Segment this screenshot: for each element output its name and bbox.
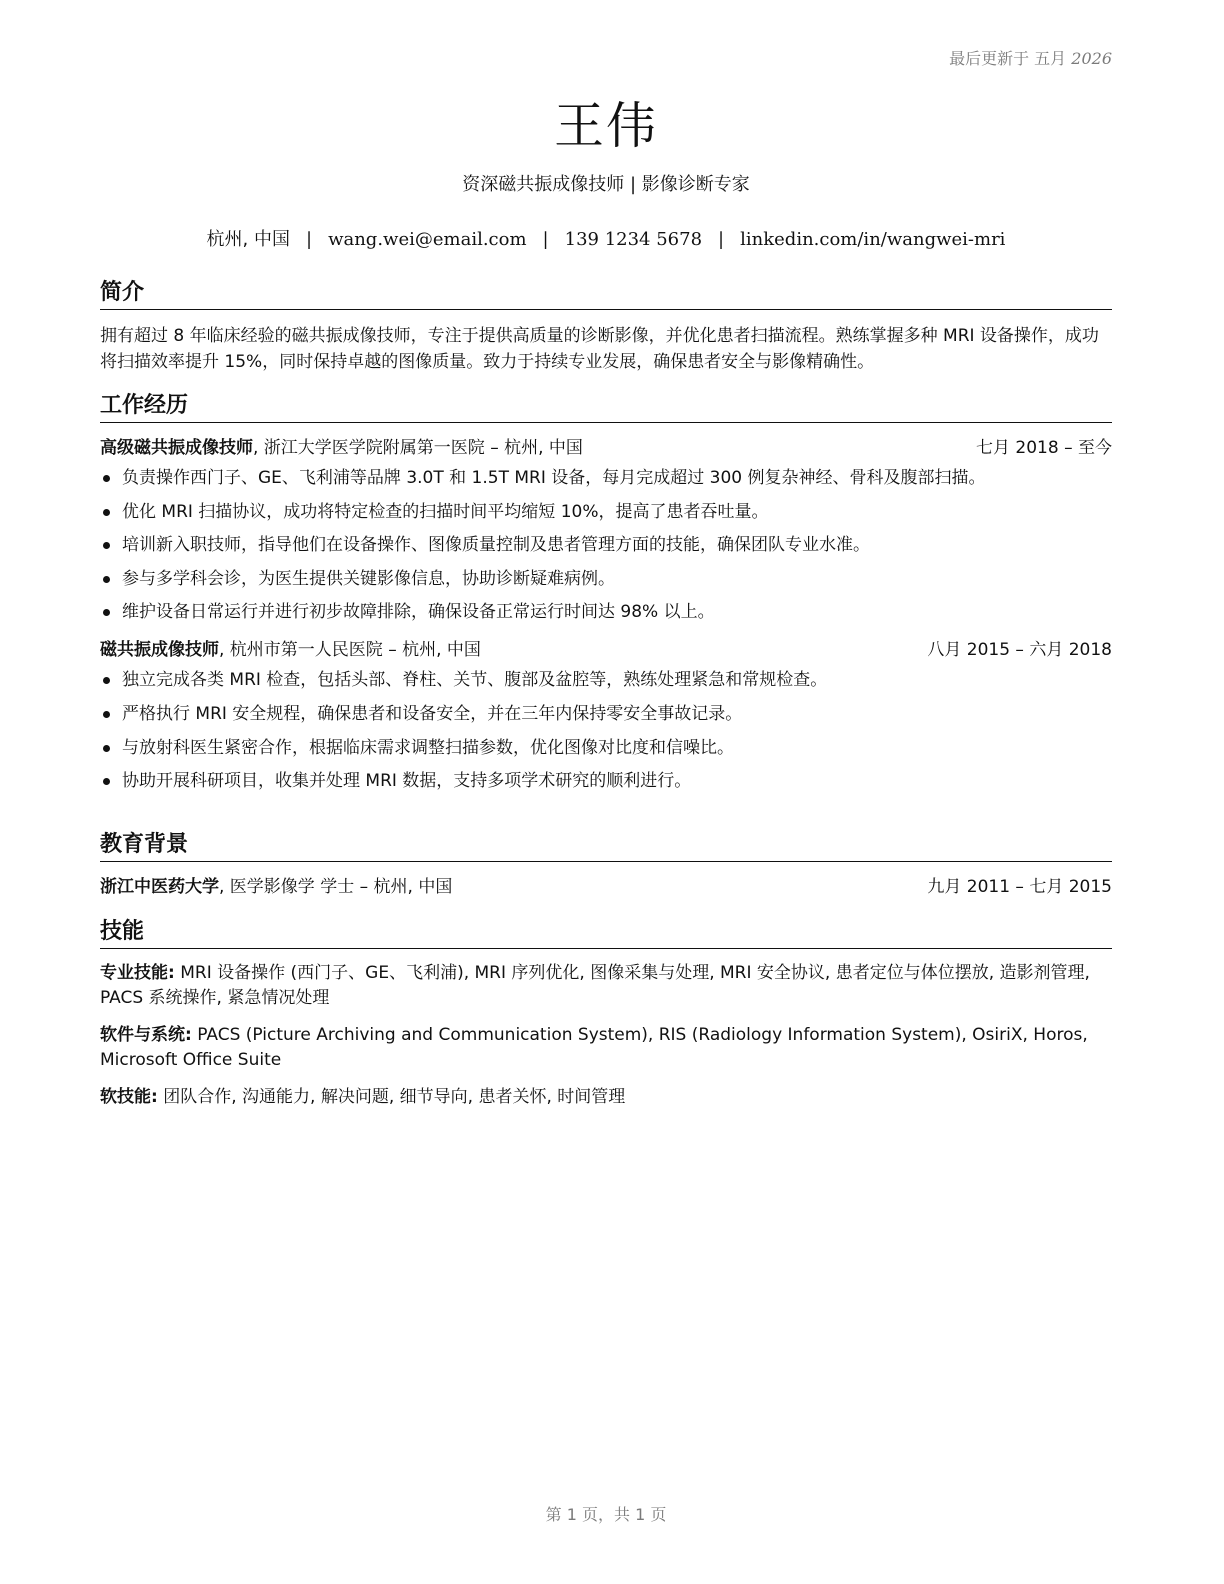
bullet-text: 协助开展科研项目，收集并处理 MRI 数据，支持多项学术研究的顺利进行。 (122, 771, 692, 792)
bullet-dot-icon (103, 542, 110, 549)
last-updated (949, 46, 1112, 69)
education-dates: 九月 2011 – 七月 2015 (927, 877, 1112, 897)
contact-separator: | (718, 229, 725, 250)
resume-page (100, 0, 1112, 1584)
education-detail: , 医学影像学 学士 – 杭州, 中国 (219, 877, 453, 897)
job-entry (100, 637, 1112, 794)
bullet-text: 严格执行 MRI 安全规程，确保患者和设备安全，并在三年内保持零安全事故记录。 (122, 703, 743, 724)
list-item (100, 667, 1112, 693)
skills-list (100, 961, 1112, 1110)
bullet-text: 优化 MRI 扫描协议，成功将特定检查的扫描时间平均缩短 10%，提高了患者吞吐量。 (122, 501, 769, 522)
contact-location: 杭州, 中国 (206, 229, 290, 250)
bullet-dot-icon (103, 509, 110, 516)
contact-separator: | (306, 229, 313, 250)
job-header (100, 435, 1112, 461)
experience-section (100, 391, 1112, 802)
bullet-text: 与放射科医生紧密合作，根据临床需求调整扫描参数，优化图像对比度和信噪比。 (122, 737, 734, 758)
skill-label: 软件与系统: (100, 1025, 192, 1045)
last-updated-year: 2026 (1071, 49, 1112, 68)
education-section (100, 830, 1112, 900)
last-updated-prefix: 最后更新于 五月 (949, 49, 1067, 68)
contact-line (100, 225, 1112, 251)
skills-section (100, 917, 1112, 1122)
skill-text: 团队合作, 沟通能力, 解决问题, 细节导向, 患者关怀, 时间管理 (157, 1087, 626, 1107)
experience-heading: 工作经历 (100, 391, 1112, 423)
skill-text: PACS (Picture Archiving and Communication System), RIS (Radiology Information System), OsiriX, Horos, Microsoft Office Suite (100, 1025, 1088, 1070)
list-item (100, 701, 1112, 727)
job-dates: 八月 2015 – 六月 2018 (927, 640, 1112, 661)
bullet-dot-icon (103, 745, 110, 752)
job-role: 高级磁共振成像技师 (100, 438, 253, 458)
bullet-dot-icon (103, 475, 110, 482)
candidate-name: 王伟 (554, 97, 658, 155)
list-item (100, 599, 1112, 625)
education-school: 浙江中医药大学 (100, 877, 219, 897)
job-role: 磁共振成像技师 (100, 640, 219, 661)
list-item (100, 532, 1112, 558)
summary-text: 拥有超过 8 年临床经验的磁共振成像技师，专注于提供高质量的诊断影像，并优化患者扫描流程。熟练掌握多种 MRI 设备操作，成功将扫描效率提升 15%，同时保持卓越的图像质量。致力于持续专业发展，确保患者安全与影像精确性。 (100, 326, 1099, 372)
list-item (100, 735, 1112, 761)
job-bullets (100, 465, 1112, 625)
contact-email-link[interactable]: wang.wei@email.com (328, 229, 527, 250)
summary-section (100, 278, 1112, 375)
bullet-text: 参与多学科会诊，为医生提供关键影像信息，协助诊断疑难病例。 (122, 568, 615, 589)
bullet-text: 负责操作西门子、GE、飞利浦等品牌 3.0T 和 1.5T MRI 设备，每月完成超过 300 例复杂神经、骨科及腹部扫描。 (122, 468, 986, 488)
bullet-text: 培训新入职技师，指导他们在设备操作、图像质量控制及患者管理方面的技能，确保团队专业水准。 (122, 535, 870, 556)
skill-row (100, 961, 1112, 1011)
skill-row (100, 1085, 1112, 1110)
bullet-dot-icon (103, 576, 110, 583)
job-dates: 七月 2018 – 至今 (976, 438, 1112, 458)
list-item (100, 566, 1112, 592)
skill-row (100, 1023, 1112, 1073)
bullet-dot-icon (103, 711, 110, 718)
skill-text: MRI 设备操作 (西门子、GE、飞利浦), MRI 序列优化, 图像采集与处理, MRI 安全协议, 患者定位与体位摆放, 造影剂管理, PACS 系统操作, 紧急情况处理 (100, 963, 1090, 1008)
summary-heading: 简介 (100, 278, 1112, 310)
bullet-text: 维护设备日常运行并进行初步故障排除，确保设备正常运行时间达 98% 以上。 (122, 602, 715, 623)
contact-phone: 139 1234 5678 (564, 229, 703, 250)
list-item (100, 768, 1112, 794)
bullet-dot-icon (103, 778, 110, 785)
job-organization: , 浙江大学医学院附属第一医院 – 杭州, 中国 (253, 438, 583, 458)
page-footer: 第 1 页，共 1 页 (545, 1505, 667, 1524)
education-entry (100, 874, 1112, 900)
contact-linkedin-link[interactable]: linkedin.com/in/wangwei-mri (740, 229, 1006, 250)
job-bullets (100, 667, 1112, 794)
list-item (100, 465, 1112, 491)
skill-label: 专业技能: (100, 963, 175, 983)
job-header (100, 637, 1112, 663)
education-heading: 教育背景 (100, 830, 1112, 862)
list-item (100, 499, 1112, 525)
candidate-title: 资深磁共振成像技师 | 影像诊断专家 (462, 174, 750, 195)
skill-label: 软技能: (100, 1087, 158, 1107)
job-organization: , 杭州市第一人民医院 – 杭州, 中国 (219, 640, 481, 661)
bullet-text: 独立完成各类 MRI 检查，包括头部、脊柱、关节、腹部及盆腔等，熟练处理紧急和常规检查。 (122, 670, 828, 691)
bullet-dot-icon (103, 609, 110, 616)
contact-separator: | (542, 229, 549, 250)
job-entry (100, 435, 1112, 625)
bullet-dot-icon (103, 677, 110, 684)
skills-heading: 技能 (100, 917, 1112, 949)
